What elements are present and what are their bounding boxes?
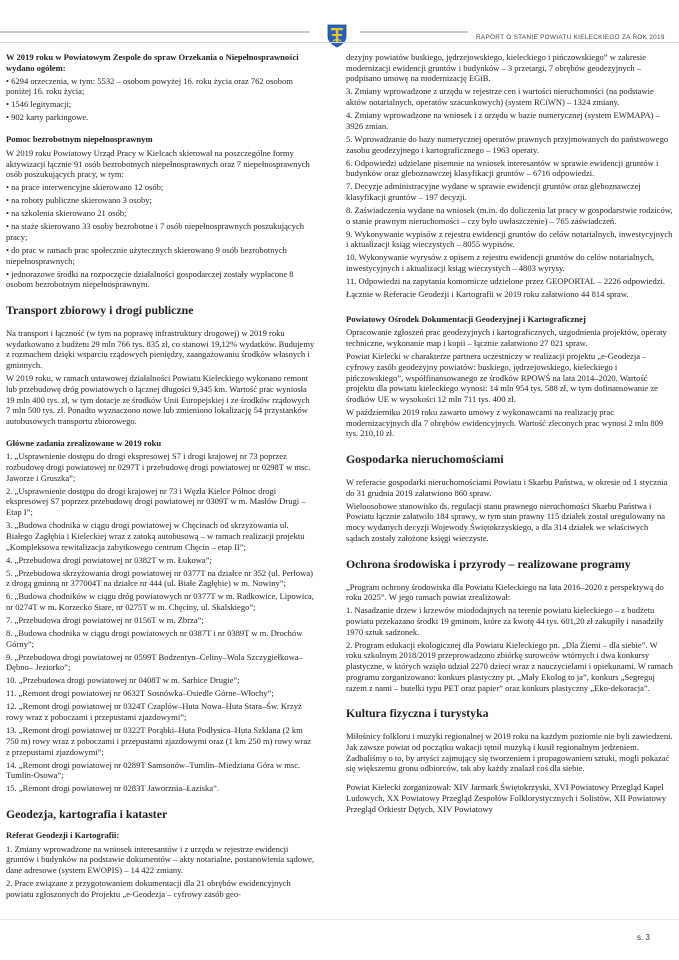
podgik-paragraph: Opracowanie zgłoszeń prac geodezyjnych i kartograficznych, uzgodnienia projektów, operaty techniczne, wykonanie map i kopii – łącznie załatwiono 27 021 spraw. (346, 327, 667, 349)
list-item: 8. „Budowa chodnika w ciągu drogi powiatowych nr 0387T i nr 0389T w m. Drochów Górny”; (6, 627, 303, 649)
list-item: 2. „Usprawnienie dostępu do drogi krajowej nr 73 i Węzła Kielce Północ drogi ekspresowej S7 poprzez przebudowę drogi powiatowej nr 0309T w m. Masłów Drugi – Etap I”; (6, 485, 306, 518)
report-title: RAPORT O STANIE POWIATU KIELECKIEGO ZA ROK 2019 (476, 34, 665, 41)
list-item: 13. „Remont drogi powiatowej nr 0322T Porąbki–Huta Podłysica–Huta Szklana (2 km 750 m) rowy wraz z poboczami i przepustami zjazdowymi oraz (1 km 250 m) rowy wraz z przepustami zjazdowymi”; (6, 725, 311, 757)
geodesy-heading: Geodezja, kartografia i kataster (6, 806, 168, 821)
unemployment-subtitle: Pomoc bezrobotnym niepełnosprawnym (6, 134, 153, 145)
list-item: 1. Nasadzanie drzew i krzewów miododajnych na terenie powiatu kieleckiego – z budżetu powiatu przekazano środki 19 gminom, które za kwotę 44 tys. 601,20 zł zakupiły i nasadziły 1970 sztuk sadzonek. (346, 605, 664, 637)
list-item: 9. „Przebudowa drogi powiatowej nr 0599T Bodzentyn–Celiny–Wola Szczygiełkowa–Dębno– Jeziorko”; (6, 651, 303, 673)
list-item: 10. Wykonywanie wyrysów z opisem z rejestru ewidencji gruntów do celów notarialnych, inwestycyjnych i aktualizacji ksiąg wieczystych – 4803 wyrysy. (346, 252, 655, 274)
county-crest-icon (327, 24, 347, 48)
unemployment-text: W 2019 roku Powiatowy Urząd Pracy w Kielcach skierował na poszczególne formy aktywizacji łącznie 91 osób bezrobotnych niepełnosprawnych oraz 7 niepełnosprawnych osób poszukujących pracy, w tym: (6, 147, 310, 180)
disability-intro-title: W 2019 roku w Powiatowym Zespole do spraw Orzekania o Niepełnosprawności wydano ogółem: (6, 52, 299, 73)
list-item: 14. „Remont drogi powiatowej nr 0289T Samsonów–Tumlin–Miedziana Góra w msc. Tumlin-Osowa”; (6, 759, 301, 781)
header-accent-right (360, 31, 468, 33)
environment-heading: Ochrona środowiska i przyrody – realizowane programy (346, 556, 631, 571)
list-item: • na szkolenia skierowano 21 osób; (6, 208, 127, 219)
list-item: • jednorazowe środki na rozpoczęcie działalności gospodarczej zostały wypłacone 8 osobom bezrobotnym niepełnosprawnym. (6, 268, 294, 290)
list-item: 15. „Remont drogi powiatowej nr 0283T Jaworznia–Łaziska”. (6, 783, 219, 794)
list-item: 7. Decyzje administracyjne wydane w sprawie ewidencji gruntów oraz gleboznawczej klasyfikacji gruntów – 197 decyzji. (346, 181, 641, 202)
tasks-list (6, 451, 315, 794)
estate-heading: Gospodarka nieruchomościami (346, 452, 504, 467)
right-column (346, 52, 673, 817)
footer-divider (0, 919, 679, 920)
list-item: • 1546 legitymacji; (6, 99, 72, 110)
transport-paragraph: W 2019 roku, w ramach ustawowej działalności Powiatu Kieleckiego wykonano remont lub przebudowę dróg powiatowych o łącznej długości 9,345 km. Wartość prac wyniosła 19 mln 400 tys. zł, w tym dotacje ze środków Unii Europejskiej i ze środków rządowych 7 mln 500 tys. zł. Ponadto wyznaczono nowe lub zmieniono lokalizację 54 przystanków autobusowych transportu zbiorowego. (6, 373, 310, 426)
podgik-paragraph: W październiku 2019 roku zawarto umowy z wykonawcami na realizację prac modernizacyjnych dla 7 obrębów ewidencyjnych. Wartość zleconych prac wynosi 2 mln 809 tys. 210,10 zł. (346, 406, 664, 439)
disability-list (6, 76, 315, 123)
podgik-paragraph: Powiat Kielecki w charakterze partnera uczestniczy w realizacji projektu „e-Geodezja – cyfrowy zasób geodezyjny powiatów: buskiego, jędrzejowskiego, kieleckiego i pińczowskiego”, współfinansowanego ze środków RPOWŚ na lata 2014–2020. Wartość projektu dla powiatu kieleckiego wynosi: 14 mln 954 tys. 588 zł, w tym dofinansowanie ze środków UE w wysokości 12 mln 711 tys. 400 zł. (346, 351, 658, 404)
list-item: • 902 karty parkingowe. (6, 112, 89, 123)
list-item: 10. „Przebudowa drogi powiatowej nr 0408T w m. Sarbice Drugie”; (6, 675, 240, 686)
transport-heading: Transport zbiorowy i drogi publiczne (6, 303, 194, 318)
estate-paragraph: W referacie gospodarki nieruchomościami Powiatu i Skarbu Państwa, w okresie od 1 stycznia do 31 grudnia 2019 załatwiono 860 spraw. (346, 477, 668, 498)
list-item: 3. Zmiany wprowadzone z urzędu w rejestrze cen i wartości nieruchomości (na podstawie aktów notarialnych, operatów szacunkowych) (system RCiWN) – 1324 zmiany. (346, 86, 654, 108)
list-item: 2. Prace związane z przygotowaniem dokumentacji dla 21 obrębów ewidencyjnych powiatu zgłoszonych do Projektu „e-Geodezja – cyfrowy zasób geo- (6, 878, 291, 899)
list-item: • na staże skierowano 33 osoby bezrobotne i 7 osób niepełnosprawnych poszukujących pracy; (6, 221, 305, 242)
list-item: • do prac w ramach prac społecznie użytecznych skierowano 9 osób bezrobotnych niepełnosprawnych; (6, 244, 287, 266)
list-item: 1. „Usprawnienie dostępu do drogi ekspresowej S7 i drogi krajowej nr 73 poprzez rozbudowę drogi powiatowej nr 0297T i przebudowę drogi powiatowej nr 0298T w msc. Jaworze i Gruszka”; (6, 451, 311, 483)
list-item: 9. Wykonywanie wypisów z rejestru ewidencji gruntów do celów notarialnych, inwestycyjnych i aktualizacji ksiąg wieczystych – 8055 wypisów. (346, 228, 673, 250)
list-item: 4. „Przebudowa drogi powiatowej nr 0382T w m. Łukowa”; (6, 554, 212, 565)
header-divider (0, 42, 679, 43)
geodesy-total: Łącznie w Referacie Geodezji i Kartografii w 2019 roku załatwiono 44 814 spraw. (346, 289, 629, 300)
header-accent-left (0, 31, 310, 33)
tasks-subtitle: Główne zadania zrealizowane w 2019 roku (6, 437, 162, 448)
list-item: 7. „Przebudowa drogi powiatowej nr 0156T w m. Zbrza”; (6, 614, 204, 625)
list-item: 11. Odpowiedzi na zapytania komornicze udzielone przez GEOPORTAL – 2226 odpowiedzi. (346, 276, 666, 287)
culture-paragraph: Powiat Kielecki zorganizował: XIV Jarmark Świętokrzyski, XVI Powiatowy Przegląd Kapel Ludowych, XX Powiatowy Przegląd Zespołów Folklorystycznych i Solistów, XII Powiatowy Przegląd Orkiestr Dętych, XIV Powiatowy (346, 782, 667, 814)
podgik-subtitle: Powiatowy Ośrodek Dokumentacji Geodezyjnej i Kartograficznej (346, 313, 586, 324)
environment-paragraph: „Program ochrony środowiska dla Powiatu Kieleckiego na lata 2016–2020 z perspektywą do roku 2025”. W jego ramach powiat zrealizował: (346, 581, 664, 603)
page-number: s. 3 (637, 933, 650, 942)
unemployment-list (6, 182, 315, 290)
list-item: 1. Zmiany wprowadzone na wniosek interesantów i z urzędu w rejestrze ewidencji gruntów i budynków na podstawie dokumentów – akty notarialne, postanowienia sądowe, dane adresowe (system EWOPIS) – 14 422 zmiany. (6, 843, 315, 876)
list-item: 5. „Przebudowa skrzyżowania drogi powiatowej nr 0377T na działce nr 352 (ul. Perłowa) z drogą gminną nr 377004T na działce nr 444 (ul. Białe Zagłębie) w m. Nowiny”; (6, 567, 313, 589)
geodesy-subtitle: Referat Geodezji i Kartografii: (6, 829, 120, 840)
list-item: • na roboty publiczne skierowano 3 osoby; (6, 195, 152, 206)
left-column (6, 52, 315, 902)
list-item: 6. „Budowa chodników w ciągu dróg powiatowych nr 0377T w m. Radkowice, Lipowica, nr 0274T w m. Korzecko Stare, nr 0275T w m. Chęciny, ul. Skalskiego”; (6, 591, 314, 612)
list-item: • 6294 orzeczenia, w tym: 5532 – osobom powyżej 16. roku życia oraz 762 osobom poniżej 16. roku życia; (6, 75, 293, 97)
list-item: 8. Zaświadczenia wydane na wniosek (m.in. do doliczenia lat pracy w gospodarstwie rodziców, o stanie prawnym nieruchomości – czy było uwłaszczenie) – 765 zaświadczeń. (346, 204, 673, 226)
page-header (0, 0, 679, 44)
list-item: • na prace interwencyjne skierowano 12 osób; (6, 182, 164, 193)
list-item: 6. Odpowiedzi udzielane pisemnie na wniosek interesantów w sprawie ewidencji gruntów i budynków oraz gleboznawczej klasyfikacji gruntów – 6716 odpowiedzi. (346, 157, 659, 179)
list-item: 11. „Remont drogi powiatowej nr 0632T Sosnówka–Osiedle Górne–Włochy”; (6, 688, 274, 699)
culture-paragraph: Miłośnicy folkloru i muzyki regionalnej w 2019 roku na każdym poziomie nie byli zawiedzeni. Jak zawsze powiat od początku wakacji tętnił muzyką i kusił regionalnym jedzeniem. Zadbaliśmy o to, by artyści zajmujący się tworzeniem i propagowaniem sztuki, mogli pokazać się większemu gronu odbiorców, tak aby każdy znalazł coś dla siebie. (346, 731, 673, 774)
list-item: 12. „Remont drogi powiatowej nr 0324T Czaplów–Huta Nowa–Huta Stara–Św. Krzyż rowy wraz z poboczami i przepustami zjazdowymi”; (6, 701, 302, 723)
list-item: 4. Zmiany wprowadzone na wniosek i z urzędu w bazie numerycznej (system EWMAPA) – 3926 zmian. (346, 110, 660, 131)
list-item: 3. „Budowa chodnika w ciągu drogi powiatowej w Chęcinach od skrzyżowania ul. Białego Zagłębia i Kieleckiej wraz z zatoką autobusową – w ramach realizacji projektu „Kompleksowa rewitalizacja zabytkowego centrum Chęcin – etap II”; (6, 520, 305, 552)
estate-paragraph: Wieloosobowe stanowisko ds. regulacji stanu prawnego nieruchomości Skarbu Państwa i Powiatu łącznie załatwiło 184 sprawy, w tym stan prawny 115 działek został uregulowany na mocy wydanych decyzji Wojewody Świętokrzyskiego, a dla 314 działek we właściwych sądach zostały założone księgi wieczyste. (346, 500, 666, 543)
transport-paragraph: Na transport i łączność (w tym na poprawę infrastruktury drogowej) w 2019 roku wydatkowano z budżetu 29 mln 766 tys. 835 zł, co stanowi 19,12% wydatków. Budujemy z rozmachem dzięki wsparciu rządowych pieniędzy, zaangażowaniu środków własnych i gminnych. (6, 328, 315, 371)
geodesy-continued: dezyjny powiatów buskiego, jędrzejowskiego, kieleckiego i pińczowskiego” w zakresie modernizacji ewidencji gruntów i budynków – 3 przetargi, 7 obrębów geodezyjnych – podpisano umowę na modernizację EGiB. (346, 52, 646, 84)
culture-heading: Kultura fizyczna i turystyka (346, 706, 489, 721)
list-item: 5. Wprowadzanie do bazy numerycznej operatów prawnych przyjmowanych do państwowego zasobu geodezyjnego i kartograficznego – 1963 operaty. (346, 133, 669, 155)
list-item: 2. Program edukacji ekologicznej dla Powiatu Kieleckiego pn. „Dla Ziemi – dla siebie”. W roku szkolnym 2018/2019 przeprowadzono zbiórkę surowców wtórnych i dwa konkursy plastyczne, w których wzięło udział 2270 dzieci wraz z nauczycielami i opiekunami. W ramach programu zorganizowano: konkurs plastyczny pt. „Mały Ekolog to ja”, konkurs „Segreguj razem z nami – butelki typu PET oraz papier” oraz konkurs plastyczny „Eko-dekoracja”. (346, 639, 673, 693)
